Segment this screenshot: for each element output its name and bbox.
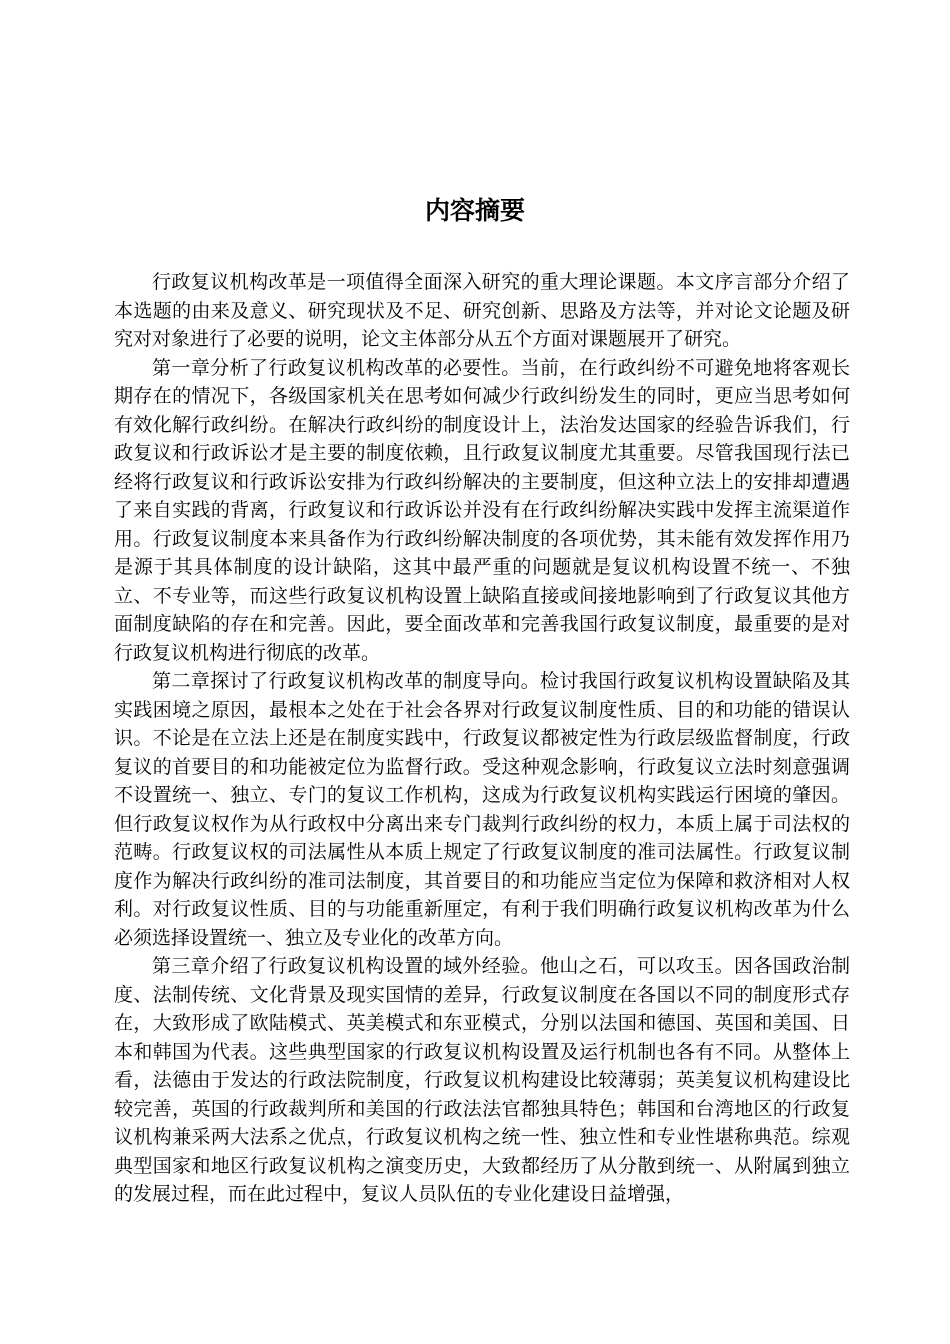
abstract-body bbox=[114, 268, 850, 1209]
paragraph-chapter-2: 第二章探讨了行政复议机构改革的制度导向。检讨我国行政复议机构设置缺陷及其实践困境之原因，最根本之处在于社会各界对行政复议制度性质、目的和功能的错误认识。不论是在立法上还是在制度实践中，行政复议都被定性为行政层级监督制度，行政复议的首要目的和功能被定位为监督行政。受这种观念影响，行政复议立法时刻意强调不设置统一、独立、专门的复议工作机构，这成为行政复议机构实践运行困境的肇因。但行政复议权作为从行政权中分离出来专门裁判行政纠纷的权力，本质上属于司法权的范畴。行政复议权的司法属性从本质上规定了行政复议制度的准司法属性。行政复议制度作为解决行政纠纷的准司法制度，其首要目的和功能应当定位为保障和救济相对人权利。对行政复议性质、目的与功能重新厘定，有利于我们明确行政复议机构改革为什么必须选择设置统一、独立及专业化的改革方向。 bbox=[114, 670, 850, 949]
page-title: 内容摘要 bbox=[424, 196, 525, 225]
paragraph-chapter-1: 第一章分析了行政复议机构改革的必要性。当前，在行政纠纷不可避免地将客观长期存在的情况下，各级国家机关在思考如何减少行政纠纷发生的同时，更应当思考如何有效化解行政纠纷。在解决行政纠纷的制度设计上，法治发达国家的经验告诉我们，行政复议和行政诉讼才是主要的制度依赖，且行政复议制度尤其重要。尽管我国现行法已经将行政复议和行政诉讼安排为行政纠纷解决的主要制度，但这种立法上的安排却遭遇了来自实践的背离，行政复议和行政诉讼并没有在行政纠纷解决实践中发挥主流渠道作用。行政复议制度本来具备作为行政纠纷解决制度的各项优势，其未能有效发挥作用乃是源于其具体制度的设计缺陷，这其中最严重的问题就是复议机构设置不统一、不独立、不专业等，而这些行政复议机构设置上缺陷直接或间接地影响到了行政复议其他方面制度缺陷的存在和完善。因此，要全面改革和完善我国行政复议制度，最重要的是对行政复议机构进行彻底的改革。 bbox=[114, 356, 850, 664]
paragraph-chapter-3: 第三章介绍了行政复议机构设置的域外经验。他山之石，可以攻玉。因各国政治制度、法制传统、文化背景及现实国情的差异，行政复议制度在各国以不同的制度形式存在，大致形成了欧陆模式、英美模式和东亚模式，分别以法国和德国、英国和美国、日本和韩国为代表。这些典型国家的行政复议机构设置及运行机制也各有不同。从整体上看，法德由于发达的行政法院制度，行政复议机构建设比较薄弱；英美复议机构建设比较完善，英国的行政裁判所和美国的行政法法官都独具特色；韩国和台湾地区的行政复议机构兼采两大法系之优点，行政复议机构之统一性、独立性和专业性堪称典范。综观典型国家和地区行政复议机构之演变历史，大致都经历了从分散到统一、从附属到独立的发展过程，而在此过程中，复议人员队伍的专业化建设日益增强， bbox=[114, 955, 850, 1205]
paragraph-intro: 行政复议机构改革是一项值得全面深入研究的重大理论课题。本文序言部分介绍了本选题的由来及意义、研究现状及不足、研究创新、思路及方法等，并对论文论题及研究对对象进行了必要的说明，论文主体部分从五个方面对课题展开了研究。 bbox=[114, 271, 850, 350]
